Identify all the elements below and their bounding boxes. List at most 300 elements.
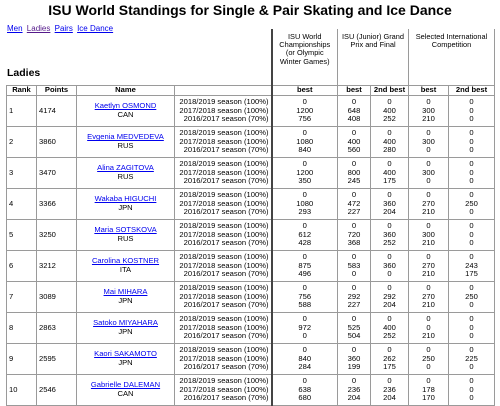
score-value: 210 bbox=[422, 300, 435, 310]
score-value: 293 bbox=[298, 207, 312, 217]
season-label: 2017/2018 season (100%) bbox=[179, 291, 269, 301]
score-value: 756 bbox=[298, 114, 312, 124]
score-value: 284 bbox=[298, 362, 312, 372]
score-value: 175 bbox=[383, 176, 396, 186]
intl-best-cell bbox=[409, 282, 449, 313]
score-value: 0 bbox=[469, 314, 474, 324]
table-row bbox=[7, 344, 495, 375]
rank-cell bbox=[7, 189, 37, 220]
skater-link[interactable]: Wakaba HIGUCHI bbox=[94, 194, 157, 204]
score-value: 0 bbox=[469, 345, 474, 355]
season-label: 2018/2019 season (100%) bbox=[179, 97, 269, 107]
score-value: 0 bbox=[426, 145, 431, 155]
score-value: 210 bbox=[422, 207, 435, 217]
rank-value: 5 bbox=[9, 229, 14, 239]
season-label: 2018/2019 season (100%) bbox=[179, 159, 269, 169]
score-value: 280 bbox=[383, 145, 396, 155]
intl-best-cell bbox=[409, 344, 449, 375]
country-code: RUS bbox=[117, 141, 134, 150]
world-best-cell bbox=[272, 220, 338, 251]
season-label: 2017/2018 season (100%) bbox=[179, 260, 269, 270]
score-value: 0 bbox=[302, 376, 307, 386]
score-value: 199 bbox=[347, 362, 361, 372]
rank-cell bbox=[7, 375, 37, 406]
rank-cell bbox=[7, 344, 37, 375]
score-value: 227 bbox=[347, 300, 361, 310]
score-value: 262 bbox=[383, 353, 396, 363]
season-label: 2018/2019 season (100%) bbox=[179, 221, 269, 231]
score-value: 300 bbox=[422, 105, 435, 115]
score-value: 400 bbox=[347, 136, 361, 146]
score-value: 428 bbox=[298, 238, 312, 248]
intl-second-cell bbox=[449, 220, 495, 251]
table-row bbox=[7, 220, 495, 251]
season-label: 2018/2019 season (100%) bbox=[179, 252, 269, 262]
score-value: 0 bbox=[469, 376, 474, 386]
table-row bbox=[7, 96, 495, 127]
score-value: 292 bbox=[383, 291, 396, 301]
skater-link[interactable]: Gabrielle DALEMAN bbox=[90, 380, 161, 390]
score-value: 0 bbox=[387, 97, 392, 107]
points-value: 3212 bbox=[39, 260, 56, 270]
season-cell bbox=[175, 251, 272, 282]
points-cell bbox=[37, 96, 77, 127]
season-label: 2017/2018 season (100%) bbox=[179, 198, 269, 208]
season-cell bbox=[175, 127, 272, 158]
score-value: 204 bbox=[347, 393, 361, 403]
score-value: 0 bbox=[302, 97, 307, 107]
score-value: 972 bbox=[298, 322, 312, 332]
col-points: Points bbox=[37, 86, 77, 96]
rank-value: 8 bbox=[9, 322, 14, 332]
table-row bbox=[7, 251, 495, 282]
score-value: 0 bbox=[469, 300, 474, 310]
standings-table bbox=[6, 29, 495, 406]
intl-second-cell bbox=[449, 127, 495, 158]
skater-link[interactable]: Mai MIHARA bbox=[103, 287, 148, 297]
table-row bbox=[7, 158, 495, 189]
points-value: 3366 bbox=[39, 198, 56, 208]
table-row bbox=[7, 375, 495, 406]
score-value: 250 bbox=[465, 291, 478, 301]
season-cell bbox=[175, 375, 272, 406]
score-value: 0 bbox=[469, 252, 474, 262]
table-row bbox=[7, 282, 495, 313]
nav-link-men[interactable]: Men bbox=[7, 24, 23, 33]
score-value: 270 bbox=[422, 198, 435, 208]
score-value: 0 bbox=[351, 128, 357, 138]
intl-second-cell bbox=[449, 251, 495, 282]
season-label: 2018/2019 season (100%) bbox=[179, 376, 269, 386]
season-label: 2016/2017 season (70%) bbox=[183, 300, 269, 310]
score-value: 0 bbox=[302, 331, 307, 341]
gp-best-cell bbox=[338, 344, 371, 375]
score-value: 0 bbox=[469, 238, 474, 248]
season-label: 2018/2019 season (100%) bbox=[179, 283, 269, 293]
points-value: 3470 bbox=[39, 167, 56, 177]
score-value: 0 bbox=[469, 167, 474, 177]
score-value: 800 bbox=[347, 167, 361, 177]
score-value: 236 bbox=[347, 384, 361, 394]
world-best-cell bbox=[272, 158, 338, 189]
gp-second-cell bbox=[371, 189, 409, 220]
rank-value: 3 bbox=[9, 167, 14, 177]
score-value: 252 bbox=[383, 238, 396, 248]
season-label: 2016/2017 season (70%) bbox=[183, 145, 269, 155]
score-value: 175 bbox=[465, 269, 478, 279]
rank-cell bbox=[7, 282, 37, 313]
season-label: 2017/2018 season (100%) bbox=[179, 136, 269, 146]
score-value: 0 bbox=[387, 221, 392, 231]
intl-best-cell bbox=[409, 313, 449, 344]
gp-second-cell bbox=[371, 282, 409, 313]
season-label: 2017/2018 season (100%) bbox=[179, 322, 269, 332]
nav-link-pairs[interactable]: Pairs bbox=[54, 24, 73, 33]
group-header-world: ISU World Championships (or Olympic Winter Games) bbox=[272, 29, 338, 86]
score-value: 400 bbox=[383, 105, 396, 115]
score-value: 0 bbox=[469, 114, 474, 124]
score-value: 0 bbox=[426, 283, 431, 293]
col-intl-second: 2nd best bbox=[449, 86, 495, 96]
score-value: 0 bbox=[302, 345, 307, 355]
points-value: 4174 bbox=[39, 105, 56, 115]
gp-second-cell bbox=[371, 313, 409, 344]
season-label: 2017/2018 season (100%) bbox=[179, 167, 269, 177]
table-row bbox=[7, 189, 495, 220]
col-name: Name bbox=[77, 86, 175, 96]
score-value: 0 bbox=[469, 128, 474, 138]
country-code: JPN bbox=[118, 358, 133, 367]
skater-link[interactable]: Carolina KOSTNER bbox=[91, 256, 160, 266]
intl-second-cell bbox=[449, 96, 495, 127]
score-value: 0 bbox=[426, 176, 431, 186]
score-value: 840 bbox=[298, 145, 312, 155]
season-cell bbox=[175, 158, 272, 189]
score-value: 1080 bbox=[296, 136, 314, 146]
score-value: 250 bbox=[422, 353, 435, 363]
score-value: 0 bbox=[469, 190, 474, 200]
score-value: 0 bbox=[302, 314, 307, 324]
score-value: 0 bbox=[469, 229, 474, 239]
score-value: 408 bbox=[347, 114, 361, 124]
points-value: 2863 bbox=[39, 322, 56, 332]
country-code: JPN bbox=[118, 327, 133, 336]
score-value: 875 bbox=[298, 260, 312, 270]
rank-value: 6 bbox=[9, 260, 14, 270]
skater-link[interactable]: Alina ZAGITOVA bbox=[97, 163, 154, 173]
score-value: 588 bbox=[298, 300, 312, 310]
season-label: 2018/2019 season (100%) bbox=[179, 190, 269, 200]
rank-value: 2 bbox=[9, 136, 14, 146]
country-code: JPN bbox=[118, 203, 133, 212]
gp-best-cell bbox=[338, 313, 371, 344]
score-value: 0 bbox=[426, 322, 431, 332]
score-value: 0 bbox=[351, 376, 357, 386]
score-value: 0 bbox=[469, 362, 474, 372]
score-value: 175 bbox=[383, 362, 396, 372]
column-header-row bbox=[7, 86, 495, 96]
col-season bbox=[175, 86, 272, 96]
gp-best-cell bbox=[338, 189, 371, 220]
season-label: 2018/2019 season (100%) bbox=[179, 128, 269, 138]
page-title: ISU World Standings for Single & Pair Skating and Ice Dance bbox=[48, 2, 452, 18]
score-value: 0 bbox=[426, 221, 431, 231]
season-label: 2017/2018 season (100%) bbox=[179, 353, 269, 363]
score-value: 0 bbox=[387, 128, 392, 138]
score-value: 0 bbox=[426, 190, 431, 200]
score-value: 1200 bbox=[296, 105, 314, 115]
intl-best-cell bbox=[409, 220, 449, 251]
country-code: RUS bbox=[117, 234, 134, 243]
country-code: CAN bbox=[117, 389, 134, 398]
season-cell bbox=[175, 96, 272, 127]
season-label: 2016/2017 season (70%) bbox=[183, 393, 269, 403]
skater-cell bbox=[77, 220, 175, 251]
intl-second-cell bbox=[449, 282, 495, 313]
country-code: ITA bbox=[119, 265, 132, 274]
world-best-cell bbox=[272, 189, 338, 220]
season-label: 2017/2018 season (100%) bbox=[179, 105, 269, 115]
score-value: 0 bbox=[426, 376, 431, 386]
score-value: 300 bbox=[422, 136, 435, 146]
score-value: 0 bbox=[302, 159, 307, 169]
season-cell bbox=[175, 344, 272, 375]
world-best-cell bbox=[272, 344, 338, 375]
score-value: 720 bbox=[347, 229, 361, 239]
season-label: 2016/2017 season (70%) bbox=[183, 269, 269, 279]
points-cell bbox=[37, 344, 77, 375]
rank-value: 9 bbox=[9, 353, 14, 363]
score-value: 0 bbox=[351, 314, 357, 324]
score-value: 0 bbox=[426, 97, 431, 107]
score-value: 1080 bbox=[296, 198, 314, 208]
score-value: 0 bbox=[469, 207, 474, 217]
score-value: 0 bbox=[469, 393, 474, 403]
score-value: 236 bbox=[383, 384, 396, 394]
score-value: 0 bbox=[351, 159, 357, 169]
intl-second-cell bbox=[449, 313, 495, 344]
world-best-cell bbox=[272, 96, 338, 127]
score-value: 638 bbox=[298, 384, 312, 394]
season-label: 2016/2017 season (70%) bbox=[183, 207, 269, 217]
score-value: 227 bbox=[347, 207, 361, 217]
score-value: 0 bbox=[302, 252, 307, 262]
rank-cell bbox=[7, 127, 37, 158]
score-value: 0 bbox=[351, 221, 357, 231]
gp-best-cell bbox=[338, 158, 371, 189]
score-value: 0 bbox=[387, 376, 392, 386]
country-code: RUS bbox=[117, 172, 134, 181]
gp-second-cell bbox=[371, 96, 409, 127]
score-value: 360 bbox=[383, 198, 396, 208]
score-value: 204 bbox=[383, 300, 396, 310]
intl-best-cell bbox=[409, 158, 449, 189]
intl-second-cell bbox=[449, 158, 495, 189]
score-value: 210 bbox=[422, 269, 435, 279]
score-value: 583 bbox=[347, 260, 361, 270]
score-value: 170 bbox=[422, 393, 435, 403]
gp-second-cell bbox=[371, 251, 409, 282]
score-value: 0 bbox=[469, 105, 474, 115]
score-value: 300 bbox=[422, 229, 435, 239]
score-value: 400 bbox=[383, 136, 396, 146]
rank-cell bbox=[7, 158, 37, 189]
skater-cell bbox=[77, 313, 175, 344]
group-header-international: Selected International Competition bbox=[409, 29, 495, 86]
season-cell bbox=[175, 282, 272, 313]
col-gp-second: 2nd best bbox=[371, 86, 409, 96]
col-gp-best: best bbox=[338, 86, 371, 96]
score-value: 504 bbox=[347, 331, 361, 341]
col-world-best: best bbox=[272, 86, 338, 96]
season-cell bbox=[175, 189, 272, 220]
world-best-cell bbox=[272, 251, 338, 282]
score-value: 0 bbox=[302, 190, 307, 200]
intl-second-cell bbox=[449, 344, 495, 375]
rank-value: 10 bbox=[9, 384, 18, 394]
skater-cell bbox=[77, 96, 175, 127]
world-best-cell bbox=[272, 313, 338, 344]
score-value: 0 bbox=[387, 252, 392, 262]
score-value: 0 bbox=[387, 345, 392, 355]
season-label: 2017/2018 season (100%) bbox=[179, 229, 269, 239]
score-value: 0 bbox=[469, 331, 474, 341]
season-label: 2016/2017 season (70%) bbox=[183, 331, 269, 341]
season-cell bbox=[175, 313, 272, 344]
skater-link[interactable]: Maria SOTSKOVA bbox=[94, 225, 157, 235]
score-value: 210 bbox=[422, 331, 435, 341]
points-value: 3089 bbox=[39, 291, 56, 301]
table-row bbox=[7, 313, 495, 344]
score-value: 680 bbox=[298, 393, 312, 403]
score-value: 270 bbox=[422, 260, 435, 270]
intl-best-cell bbox=[409, 375, 449, 406]
score-value: 0 bbox=[469, 145, 474, 155]
score-value: 360 bbox=[347, 353, 361, 363]
score-value: 204 bbox=[383, 207, 396, 217]
points-cell bbox=[37, 158, 77, 189]
score-value: 0 bbox=[302, 283, 307, 293]
group-header-row bbox=[7, 29, 495, 86]
score-value: 0 bbox=[469, 159, 474, 169]
score-value: 270 bbox=[422, 291, 435, 301]
score-value: 560 bbox=[347, 145, 361, 155]
season-label: 2016/2017 season (70%) bbox=[183, 238, 269, 248]
world-best-cell bbox=[272, 375, 338, 406]
rank-value: 7 bbox=[9, 291, 14, 301]
gp-second-cell bbox=[371, 344, 409, 375]
season-label: 2017/2018 season (100%) bbox=[179, 384, 269, 394]
points-value: 2546 bbox=[39, 384, 56, 394]
skater-link[interactable]: Kaori SAKAMOTO bbox=[94, 349, 157, 359]
gp-second-cell bbox=[371, 375, 409, 406]
score-value: 0 bbox=[387, 190, 392, 200]
rank-cell bbox=[7, 220, 37, 251]
score-value: 368 bbox=[347, 238, 361, 248]
skater-cell bbox=[77, 189, 175, 220]
world-best-cell bbox=[272, 282, 338, 313]
score-value: 0 bbox=[426, 159, 431, 169]
score-value: 0 bbox=[426, 314, 431, 324]
score-value: 400 bbox=[383, 167, 396, 177]
score-value: 0 bbox=[351, 283, 357, 293]
score-value: 0 bbox=[387, 159, 392, 169]
score-value: 245 bbox=[347, 176, 361, 186]
score-value: 525 bbox=[347, 322, 361, 332]
score-value: 0 bbox=[351, 190, 357, 200]
season-cell bbox=[175, 220, 272, 251]
score-value: 225 bbox=[465, 353, 478, 363]
nav-link-ladies[interactable]: Ladies bbox=[26, 24, 51, 33]
rank-cell bbox=[7, 96, 37, 127]
points-cell bbox=[37, 127, 77, 158]
score-value: 243 bbox=[465, 260, 478, 270]
points-cell bbox=[37, 313, 77, 344]
intl-second-cell bbox=[449, 189, 495, 220]
score-value: 210 bbox=[422, 238, 435, 248]
group-header-grand-prix: ISU (Junior) Grand Prix and Final bbox=[338, 29, 409, 86]
score-value: 0 bbox=[469, 322, 474, 332]
score-value: 252 bbox=[383, 114, 396, 124]
score-value: 400 bbox=[383, 322, 396, 332]
season-label: 2018/2019 season (100%) bbox=[179, 314, 269, 324]
nav-link-ice-dance[interactable]: Ice Dance bbox=[77, 24, 114, 33]
intl-best-cell bbox=[409, 96, 449, 127]
skater-link[interactable]: Satoko MIYAHARA bbox=[93, 318, 158, 328]
score-value: 840 bbox=[298, 353, 312, 363]
score-value: 0 bbox=[351, 345, 357, 355]
season-label: 2016/2017 season (70%) bbox=[183, 176, 269, 186]
points-cell bbox=[37, 220, 77, 251]
world-best-cell bbox=[272, 127, 338, 158]
gp-best-cell bbox=[338, 251, 371, 282]
score-value: 252 bbox=[383, 331, 396, 341]
score-value: 300 bbox=[422, 167, 435, 177]
section-title: Ladies bbox=[7, 67, 41, 79]
score-value: 0 bbox=[469, 221, 474, 231]
rank-value: 4 bbox=[9, 198, 14, 208]
score-value: 0 bbox=[351, 269, 357, 279]
col-intl-best: best bbox=[409, 86, 449, 96]
skater-link[interactable]: Evgenia MEDVEDEVA bbox=[87, 132, 164, 142]
score-value: 360 bbox=[383, 229, 396, 239]
intl-second-cell bbox=[449, 375, 495, 406]
intl-best-cell bbox=[409, 251, 449, 282]
gp-second-cell bbox=[371, 127, 409, 158]
points-value: 3860 bbox=[39, 136, 56, 146]
season-label: 2016/2017 season (70%) bbox=[183, 362, 269, 372]
score-value: 0 bbox=[469, 384, 474, 394]
score-value: 0 bbox=[426, 345, 431, 355]
gp-best-cell bbox=[338, 282, 371, 313]
score-value: 250 bbox=[465, 198, 478, 208]
score-value: 292 bbox=[347, 291, 361, 301]
skater-link[interactable]: Kaetlyn OSMOND bbox=[94, 101, 157, 111]
score-value: 0 bbox=[351, 252, 357, 262]
intl-best-cell bbox=[409, 127, 449, 158]
gp-best-cell bbox=[338, 96, 371, 127]
score-value: 0 bbox=[387, 269, 392, 279]
country-code: JPN bbox=[118, 296, 133, 305]
gp-best-cell bbox=[338, 375, 371, 406]
points-cell bbox=[37, 375, 77, 406]
score-value: 612 bbox=[298, 229, 312, 239]
gp-second-cell bbox=[371, 220, 409, 251]
rank-cell bbox=[7, 313, 37, 344]
score-value: 0 bbox=[426, 252, 431, 262]
score-value: 0 bbox=[469, 283, 474, 293]
skater-cell bbox=[77, 251, 175, 282]
